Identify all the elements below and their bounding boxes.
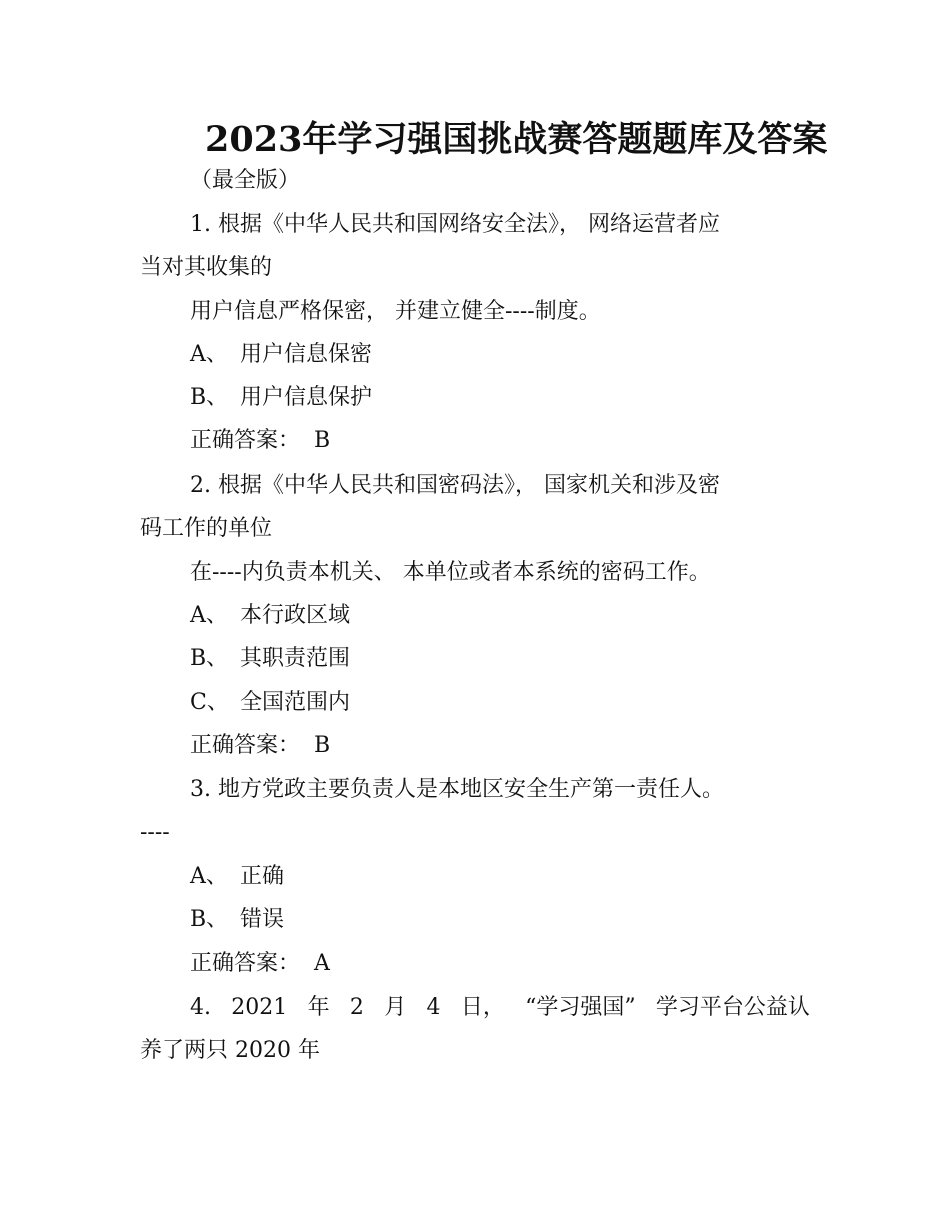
q4-part: 4. <box>190 995 211 1020</box>
option-key: B、 <box>190 907 229 932</box>
document-subtitle: （最全版） <box>190 168 301 193</box>
question-1-line-2: 当对其收集的 <box>140 255 273 280</box>
option-key: A、 <box>190 342 228 367</box>
answer-value: B <box>314 733 331 758</box>
question-3-option-b <box>190 905 284 935</box>
question-4-line-2: 养了两只 2020 年 <box>140 1038 320 1063</box>
option-key: A、 <box>190 603 228 628</box>
option-text: 本行政区域 <box>240 603 351 628</box>
question-1-option-b <box>190 383 372 413</box>
option-text: 用户信息保密 <box>240 342 373 367</box>
question-3-answer <box>190 949 330 979</box>
option-key: C、 <box>190 690 229 715</box>
question-2-option-b <box>190 644 350 674</box>
option-key: B、 <box>190 385 229 410</box>
answer-value: A <box>314 951 330 976</box>
question-3-line-2: ---- <box>140 820 170 845</box>
q4-part: 年 <box>307 995 330 1020</box>
question-3-line-1: 3. 地方党政主要负责人是本地区安全生产第一责任人。 <box>190 777 724 802</box>
answer-label: 正确答案： <box>190 733 301 758</box>
option-key: A、 <box>190 864 228 889</box>
option-key: B、 <box>190 646 229 671</box>
question-2-line-3: 在----内负责本机关、 本单位或者本系统的密码工作。 <box>190 560 711 585</box>
option-text: 正确 <box>240 864 285 889</box>
question-1-option-a <box>190 340 372 370</box>
option-text: 其职责范围 <box>240 646 351 671</box>
document-title: 2023年学习强国挑战赛答题题库及答案 <box>205 119 828 160</box>
question-2-line-1: 2. 根据《中华人民共和国密码法》， 国家机关和涉及密 <box>190 473 720 498</box>
question-1-line-3: 用户信息严格保密， 并建立健全----制度。 <box>190 299 601 324</box>
q4-part: 2021 <box>231 995 288 1020</box>
q4-part: 日， <box>460 995 505 1020</box>
question-1-line-1: 1. 根据《中华人民共和国网络安全法》， 网络运营者应 <box>190 212 720 237</box>
answer-label: 正确答案： <box>190 428 301 453</box>
question-2-option-c <box>190 688 350 718</box>
question-4-line-1 <box>190 993 810 1023</box>
answer-label: 正确答案： <box>190 951 301 976</box>
question-2-option-a <box>190 601 350 631</box>
q4-part: 2 <box>349 995 364 1020</box>
q4-part: 学习平台公益认 <box>655 995 810 1020</box>
question-3-option-a <box>190 862 284 892</box>
answer-value: B <box>314 428 331 453</box>
question-2-answer <box>190 731 330 761</box>
option-text: 全国范围内 <box>240 690 351 715</box>
option-text: 错误 <box>240 907 285 932</box>
option-text: 用户信息保护 <box>240 385 373 410</box>
q4-part: 月 <box>384 995 407 1020</box>
q4-part: “学习强国” <box>525 995 636 1020</box>
question-2-line-2: 码工作的单位 <box>140 516 273 541</box>
question-1-answer <box>190 426 330 456</box>
q4-part: 4 <box>426 995 441 1020</box>
